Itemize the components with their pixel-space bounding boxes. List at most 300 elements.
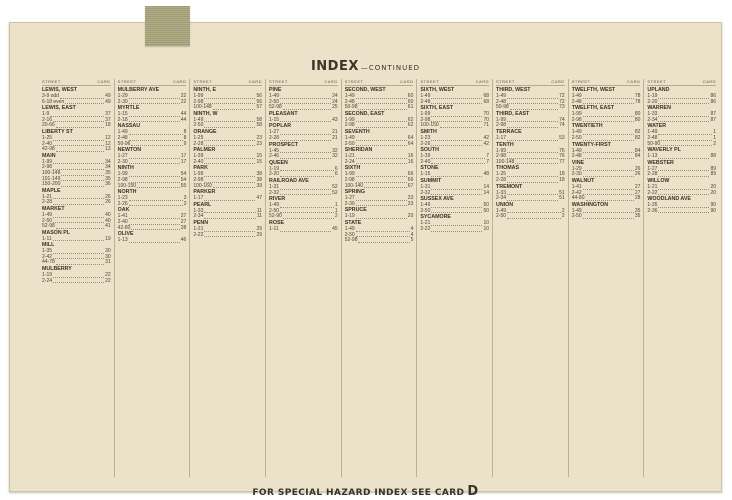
- column-header: [572, 79, 641, 86]
- leader-dots: [658, 139, 712, 141]
- leader-dots: [431, 97, 482, 99]
- house-number-range: 1-99: [193, 93, 204, 99]
- card-number: 2: [713, 140, 717, 147]
- street-name: WARREN: [647, 105, 671, 112]
- house-number-range: 1-23: [117, 195, 128, 202]
- leader-dots: [204, 235, 255, 237]
- house-number-range: 2-28: [647, 171, 658, 178]
- street-name: NINTH, W: [193, 110, 218, 117]
- street-name: LEWIS, WEST: [42, 87, 78, 93]
- card-number: 80: [634, 116, 641, 123]
- house-number-range: 2-36: [647, 207, 658, 214]
- leader-dots: [507, 126, 558, 128]
- card-number: 3: [183, 195, 187, 202]
- card-number: 21: [332, 129, 338, 136]
- leader-dots: [431, 162, 485, 164]
- index-column: [341, 79, 417, 477]
- house-number-range: 2-42: [42, 253, 53, 260]
- leader-dots: [56, 227, 104, 229]
- house-number-range: 2-18: [117, 116, 128, 123]
- index-grid: [39, 79, 719, 477]
- street-name: MASON PL: [42, 229, 70, 236]
- house-number-range: 1-99: [42, 158, 53, 165]
- house-number-range: 1-25: [193, 134, 204, 141]
- card-number: 17: [180, 158, 187, 165]
- leader-dots: [204, 230, 255, 232]
- house-number-range: 2-34: [647, 116, 658, 123]
- card-number: 44: [180, 111, 187, 118]
- street-name: THIRD, WEST: [496, 87, 531, 93]
- leader-dots: [583, 211, 634, 213]
- leader-dots: [583, 139, 634, 141]
- street-name: NINTH: [117, 165, 134, 172]
- house-number-range: 2-50: [193, 122, 204, 129]
- house-number-range: 1-35: [42, 248, 53, 255]
- street-name: PARK: [193, 165, 208, 172]
- card-number: 30: [105, 248, 111, 255]
- card-number: 36: [105, 181, 111, 188]
- street-name: MAPLE: [42, 187, 61, 194]
- leader-dots: [356, 139, 407, 141]
- house-number-range: 1-49: [496, 93, 507, 99]
- leader-dots: [53, 139, 104, 141]
- street-name: PALMER: [193, 147, 216, 154]
- house-number-range: 1-49: [420, 202, 431, 209]
- house-number-range: 1-41: [571, 183, 582, 190]
- street-name: OAK: [117, 207, 130, 214]
- card-number: 31: [105, 259, 111, 266]
- house-number-range: 1-33: [496, 189, 507, 196]
- index-row: [118, 238, 187, 244]
- card-number: 49: [105, 98, 111, 105]
- leader-dots: [204, 144, 255, 146]
- card-number: 84: [634, 153, 641, 160]
- leader-dots: [131, 144, 182, 146]
- street-name: TWENTY-FIRST: [571, 141, 611, 148]
- house-number-range: 2-30: [117, 98, 128, 105]
- house-number-range: 1-29: [117, 93, 128, 99]
- card-number: 67: [407, 182, 414, 189]
- leader-dots: [204, 199, 255, 201]
- street-name: RIVER: [269, 196, 286, 203]
- house-number-range: 1-99: [193, 171, 204, 178]
- street-name: SYCAMORE: [420, 214, 451, 221]
- house-number-range: 2-26: [420, 140, 431, 147]
- card-number: 41: [105, 223, 111, 230]
- leader-dots: [431, 193, 482, 195]
- house-number-range: 1-49: [117, 129, 128, 136]
- card-number: 43: [332, 116, 338, 123]
- street-name: MILL: [42, 242, 55, 249]
- leader-dots: [283, 108, 331, 110]
- leader-dots: [61, 174, 104, 176]
- leader-dots: [583, 157, 634, 159]
- column-header: [193, 79, 262, 86]
- leader-dots: [583, 217, 634, 219]
- column-header: [269, 79, 338, 86]
- card-number: 64: [407, 140, 414, 147]
- leader-dots: [507, 193, 558, 195]
- house-number-range: 2-50: [571, 134, 582, 141]
- street-name: POPLAR: [269, 123, 292, 130]
- leader-dots: [280, 151, 331, 153]
- card-number: 33: [407, 200, 414, 207]
- house-number-range: 1-49: [269, 202, 280, 209]
- house-number-range: 1-49: [42, 211, 53, 218]
- leader-dots: [280, 193, 331, 195]
- leader-dots: [658, 120, 709, 122]
- house-number-range: 1-49: [269, 93, 280, 99]
- leader-dots: [658, 157, 709, 159]
- house-number-range: 2-28: [193, 140, 204, 147]
- house-number-range: 1-27: [344, 195, 355, 202]
- leader-dots: [56, 263, 104, 265]
- street-name: TWENTIETH: [571, 123, 603, 130]
- index-row: [647, 209, 716, 215]
- leader-dots: [658, 133, 712, 135]
- card-number: 86: [710, 93, 717, 99]
- street-name: MULBERRY AVE: [117, 87, 160, 93]
- leader-dots: [583, 115, 634, 117]
- leader-dots: [356, 157, 407, 159]
- card-number: 22: [180, 98, 187, 105]
- street-name: WOODLAND AVE: [647, 196, 691, 203]
- card-number: 60: [407, 93, 414, 99]
- house-number-range: 1-49: [344, 225, 355, 232]
- house-number-range: 1-19: [344, 213, 355, 220]
- leader-dots: [356, 97, 407, 99]
- house-number-range: 1-21: [193, 225, 204, 232]
- leader-dots: [583, 151, 634, 153]
- house-number-range: 2-46: [269, 153, 280, 160]
- street-name: SPRUCE: [344, 207, 367, 214]
- leader-dots: [204, 181, 255, 183]
- street-name: LEWIS, EAST: [42, 105, 76, 112]
- street-name: WASHINGTON: [571, 201, 609, 208]
- street-name: QUEEN: [269, 159, 288, 166]
- leader-dots: [583, 175, 634, 177]
- card-number: 45: [332, 225, 338, 232]
- card-number: 84: [634, 147, 641, 154]
- card-number: 47: [256, 195, 263, 202]
- house-number-range: 2-48: [420, 98, 431, 105]
- card-number: 15: [256, 158, 263, 165]
- street-name: PENN: [193, 219, 209, 226]
- leader-dots: [431, 139, 482, 141]
- house-number-range: 2-22: [193, 231, 204, 238]
- card-number: 3: [183, 200, 187, 207]
- street-name: RAILROAD AVE: [269, 177, 309, 184]
- street-name: SIXTH, EAST: [420, 105, 454, 112]
- card-number: 17: [180, 153, 187, 160]
- leader-dots: [61, 185, 104, 187]
- house-number-range: 1-19: [42, 272, 53, 279]
- leader-dots: [280, 139, 331, 141]
- card-number: 66: [407, 176, 414, 183]
- card-number: 35: [634, 213, 641, 220]
- house-number-range: 2-22: [647, 189, 658, 196]
- leader-dots: [507, 181, 558, 183]
- card-number: 35: [105, 169, 111, 176]
- leader-dots: [204, 157, 255, 159]
- index-row: [496, 214, 565, 220]
- card-number: 4: [410, 231, 414, 238]
- card-number: 19: [105, 235, 111, 242]
- card-number: 68: [483, 98, 490, 105]
- card-number: 4: [410, 225, 414, 232]
- card-number: 37: [105, 111, 111, 118]
- house-number-range: 2-34: [193, 213, 204, 220]
- house-number-range: 1-99: [571, 111, 582, 118]
- street-name: STONE: [420, 165, 439, 172]
- card-number: 26: [634, 171, 641, 178]
- leader-dots: [129, 204, 183, 206]
- leader-dots: [431, 230, 482, 232]
- card-number: 1: [334, 207, 338, 214]
- leader-dots: [583, 102, 634, 104]
- house-number-range: 2-30: [571, 171, 582, 178]
- house-number-range: 1-15: [420, 171, 431, 178]
- leader-dots: [507, 211, 561, 213]
- leader-dots: [53, 203, 104, 205]
- leader-dots: [658, 211, 709, 213]
- column-header-street: STREET: [117, 79, 137, 84]
- card-number: 6: [334, 171, 338, 178]
- leader-dots: [510, 108, 558, 110]
- house-number-range: 52-90: [269, 213, 282, 220]
- card-number: 90: [710, 207, 717, 214]
- house-number-range: 1-99: [496, 147, 507, 154]
- house-number-range: 1-49: [571, 129, 582, 136]
- leader-dots: [658, 97, 709, 99]
- house-number-range: 1-13: [647, 153, 658, 160]
- street-name: PEARL: [193, 201, 212, 208]
- house-number-range: 2-98: [420, 116, 431, 123]
- leader-dots: [129, 120, 180, 122]
- card-number: 1: [713, 134, 717, 141]
- card-number: 87: [710, 111, 717, 118]
- house-number-range: 1-17: [496, 134, 507, 141]
- card-number: 34: [105, 158, 111, 165]
- card-number: 10: [483, 225, 490, 232]
- street-name: SHERIDAN: [344, 147, 373, 154]
- house-number-range: 2-50: [571, 213, 582, 220]
- index-column: [643, 79, 719, 477]
- leader-dots: [583, 193, 634, 195]
- card-number: 35: [634, 207, 641, 214]
- house-number-range: 1-49: [571, 93, 582, 99]
- house-number-range: 1-21: [42, 193, 53, 200]
- house-number-range: 1-33: [193, 207, 204, 214]
- leader-dots: [204, 139, 255, 141]
- house-number-range: 2-98: [496, 122, 507, 129]
- house-number-range: 20-66: [42, 122, 55, 129]
- card-number: 11: [256, 207, 263, 214]
- card-number: 66: [407, 171, 414, 178]
- house-number-range: 100-148: [42, 169, 61, 176]
- card-number: 13: [105, 146, 111, 153]
- leader-dots: [280, 157, 331, 159]
- leader-dots: [431, 115, 482, 117]
- house-number-range: 2-98: [42, 164, 53, 171]
- leader-dots: [658, 175, 709, 177]
- house-number-range: 2-98: [496, 153, 507, 160]
- card-number: 74: [559, 116, 565, 123]
- street-name: SUMMIT: [420, 177, 442, 184]
- house-number-range: 100-150: [420, 122, 439, 129]
- card-number: 46: [180, 237, 187, 244]
- card-number: 25: [332, 104, 338, 111]
- card-number: 74: [559, 122, 565, 129]
- column-header-card: CARD: [702, 79, 717, 84]
- card-number: 54: [180, 171, 187, 178]
- card-number: 18: [559, 171, 565, 178]
- house-number-range: 2-50: [269, 98, 280, 105]
- leader-dots: [280, 230, 331, 232]
- leader-dots: [507, 102, 558, 104]
- card-number: 27: [634, 189, 641, 196]
- house-number-range: 2-16: [42, 116, 53, 123]
- card-number: 60: [407, 98, 414, 105]
- house-number-range: 2-48: [117, 134, 128, 141]
- card-number: 78: [634, 98, 641, 105]
- house-number-range: 1-39: [420, 153, 431, 160]
- card-number: 10: [483, 220, 490, 227]
- column-header-street: STREET: [647, 79, 667, 84]
- leader-dots: [131, 228, 179, 230]
- leader-dots: [431, 175, 482, 177]
- house-number-range: 2-28: [269, 134, 280, 141]
- house-number-range: 1-21: [420, 220, 431, 227]
- house-number-range: 50-98: [344, 104, 358, 111]
- leader-dots: [658, 115, 709, 117]
- leader-dots: [213, 186, 256, 188]
- card-number: 50: [483, 202, 490, 209]
- house-number-range: 44-78: [42, 259, 55, 266]
- column-header-street: STREET: [269, 79, 288, 84]
- house-number-range: 1-49: [193, 116, 204, 123]
- leader-dots: [431, 144, 482, 146]
- index-column: [492, 79, 568, 477]
- house-number-range: 150-200: [42, 181, 61, 188]
- card-number: 14: [483, 183, 490, 190]
- street-name: MAIN: [42, 152, 56, 159]
- street-name: SIXTH, WEST: [420, 87, 455, 93]
- house-number-range: 1-13: [117, 237, 128, 244]
- house-number-range: 2-40: [42, 140, 53, 147]
- card-number: 55: [180, 182, 187, 189]
- index-row: [42, 279, 111, 285]
- house-number-range: 2-32: [269, 189, 280, 196]
- house-number-range: 1-27: [117, 153, 128, 160]
- house-number-range: 50-90: [647, 140, 661, 147]
- card-number: 68: [483, 93, 490, 99]
- house-number-range: 2-50: [420, 207, 431, 214]
- leader-dots: [129, 102, 180, 104]
- leader-dots: [658, 193, 709, 195]
- house-number-range: 1-29: [571, 165, 582, 172]
- house-number-range: 1-15: [117, 111, 128, 118]
- card-number: 88: [710, 153, 717, 160]
- house-number-range: 100-160: [193, 182, 212, 189]
- leader-dots: [53, 197, 104, 199]
- card-number: 44: [180, 116, 187, 123]
- leader-dots: [583, 120, 634, 122]
- house-number-range: 1-45: [269, 147, 280, 154]
- leader-dots: [204, 175, 255, 177]
- card-number: 82: [634, 134, 641, 141]
- footer-text: FOR SPECIAL HAZARD INDEX SEE CARD: [252, 488, 465, 498]
- leader-dots: [280, 206, 334, 208]
- column-header-street: STREET: [571, 79, 591, 84]
- title-text: INDEX: [310, 59, 359, 74]
- leader-dots: [507, 199, 558, 201]
- card-number: 50: [483, 207, 490, 214]
- leader-dots: [204, 120, 255, 122]
- house-number-range: 101-149: [42, 175, 61, 182]
- leader-dots: [280, 102, 331, 104]
- leader-dots: [658, 169, 709, 171]
- card-number: 12: [105, 134, 111, 141]
- card-number: 28: [180, 224, 187, 231]
- leader-dots: [280, 188, 331, 190]
- leader-dots: [204, 97, 255, 99]
- column-header: [42, 79, 111, 86]
- card-number: 52: [332, 189, 338, 196]
- leader-dots: [129, 241, 180, 243]
- index-column: [416, 79, 492, 477]
- street-name: SUSSEX AVE: [420, 196, 454, 203]
- card-number: 62: [407, 116, 414, 123]
- street-name: PLEASANT: [269, 110, 298, 117]
- leader-dots: [53, 120, 104, 122]
- card-number: 8: [183, 129, 187, 136]
- card-number: 7: [486, 153, 490, 160]
- card-number: 72: [559, 93, 565, 99]
- leader-dots: [507, 157, 558, 159]
- house-number-range: 2-50: [344, 140, 355, 147]
- card-number: 72: [559, 98, 565, 105]
- leader-dots: [129, 175, 180, 177]
- card-number: 18: [105, 122, 111, 129]
- card-number: 38: [256, 171, 263, 178]
- house-number-range: 1-31: [269, 183, 280, 190]
- leader-dots: [358, 241, 409, 243]
- street-name: SMITH: [420, 128, 437, 135]
- index-row: [345, 238, 414, 244]
- card-number: 53: [559, 134, 565, 141]
- leader-dots: [137, 186, 180, 188]
- house-number-range: 1-19: [269, 165, 280, 172]
- street-name: THOMAS: [496, 165, 519, 172]
- house-number-range: 1-49: [420, 93, 431, 99]
- street-name: SOUTH: [420, 147, 439, 154]
- house-number-range: 1-99: [496, 116, 507, 123]
- house-number-range: 2-48: [496, 98, 507, 105]
- leader-dots: [364, 186, 407, 188]
- card-number: 29: [256, 225, 263, 232]
- house-number-range: 2-28: [42, 199, 53, 206]
- card-number: 7: [486, 158, 490, 165]
- street-name: UNION: [496, 201, 514, 208]
- card-number: 87: [710, 116, 717, 123]
- leader-dots: [356, 199, 407, 201]
- leader-dots: [431, 157, 485, 159]
- leader-dots: [129, 181, 180, 183]
- house-number-range: 6-18 even: [42, 98, 65, 105]
- house-number-range: 52-98: [42, 223, 55, 230]
- house-number-range: 100-148: [496, 158, 515, 165]
